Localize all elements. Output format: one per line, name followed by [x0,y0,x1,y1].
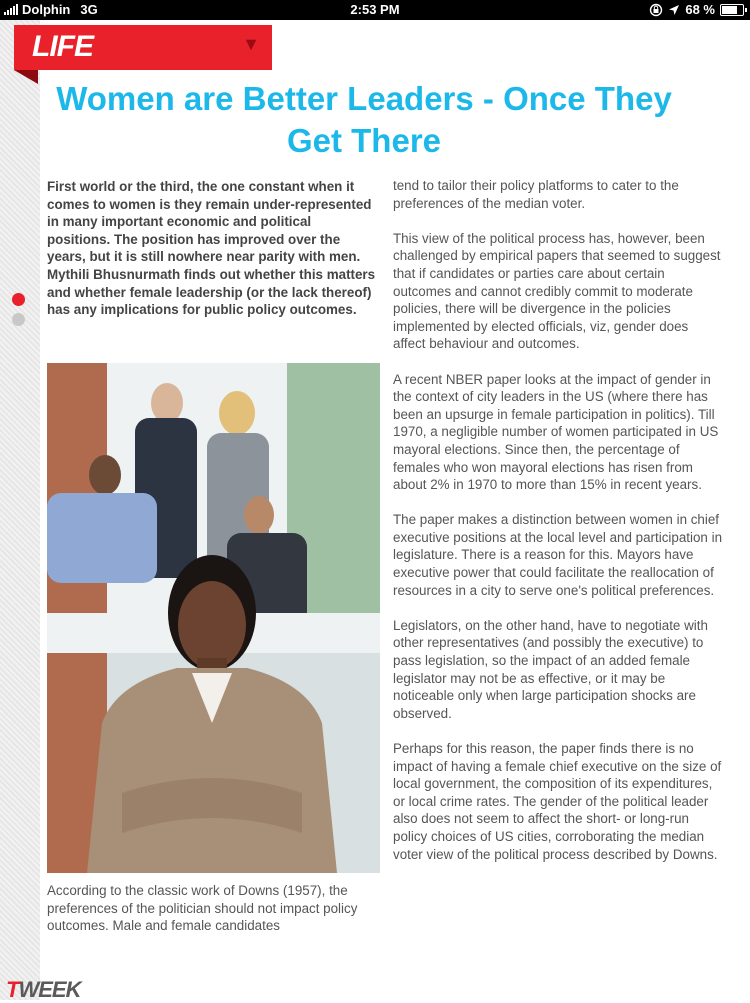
network-type: 3G [80,2,98,17]
tab-fold-decoration [14,70,38,84]
page-indicator-active[interactable] [12,293,25,306]
section-tab[interactable] [14,25,272,70]
magazine-page[interactable] [0,20,750,1000]
article-photo [47,363,380,873]
tweek-logo[interactable] [6,977,80,1003]
orientation-lock-icon [649,3,663,17]
paragraph: A recent NBER paper looks at the impact of gender in the context of city leaders in the US (where there has been an upsurge in female participation in politics). Till 1970, a negligible number of women participated in US mayoral elections. Since then, the percentage of females who won mayoral elections has risen from about 2% in 1970 to more than 15% in recent years. [393,371,719,493]
status-time: 2:53 PM [350,2,400,17]
location-arrow-icon [668,4,680,16]
battery-icon [720,4,744,16]
status-right [649,2,744,17]
battery-percent: 68 % [685,2,715,17]
logo-rest: WEEK [18,977,81,1002]
page-indicator-inactive[interactable] [12,313,25,326]
page-edge-strip [0,20,40,1000]
section-label: LIFE [32,30,93,63]
article-body-right [393,177,723,881]
chevron-down-icon[interactable]: ▼ [242,34,260,54]
paragraph: This view of the political process has, however, been challenged by empirical papers that seemed to suggest that if candidates or parties care about certain outcomes and cannot credibly commit to moderate policies, there will be divergence in the policies implemented by elected officials, viz, gender does affect behaviour and outcomes. [393,230,721,352]
paragraph: Perhaps for this reason, the paper finds there is no impact of having a female chief executive on the size of local government, the composition of its expenditures, or local crime rates. The gender of the political leader also does not seem to affect the short- or long-run policy choices of US cities, corroborating the median voter view of the political process described by Downs. [393,741,722,862]
status-bar [0,0,750,20]
carrier-name: Dolphin [22,2,71,17]
paragraph: The paper makes a distinction between women in chief executive positions at the local level and participation in legislature. There is a reason for this. Mayors have executive power that could facilitate the reallocation of resources in a city to serve one's political preferences. [393,512,723,598]
paragraph: Legislators, on the other hand, have to negotiate with other representatives (and possibly the executive) to pass legislation, so the impact of an added female legislator may not be as effective, or it may be noticeable only when large participation shocks are observed. [393,617,708,721]
businesswoman-photo-illustration [47,363,380,873]
paragraph: tend to tailor their policy platforms to cater to the preferences of the median voter. [393,178,679,211]
article-title: Women are Better Leaders - Once They Get There [56,80,672,159]
logo-t: T [6,977,19,1002]
article-body-left: According to the classic work of Downs (1957), the preferences of the politician should not impact policy outcomes. Male and female candidates [47,883,358,934]
article-intro: First world or the third, the one constant when it comes to women is they remain under-represented in many important economic and political positions. The position has improved over the years, but it is still nowhere near parity with men. Mythili Bhusnurmath finds out whether this matters and whether female leadership (or the lack thereof) has any implications for public policy outcomes. [47,179,376,318]
